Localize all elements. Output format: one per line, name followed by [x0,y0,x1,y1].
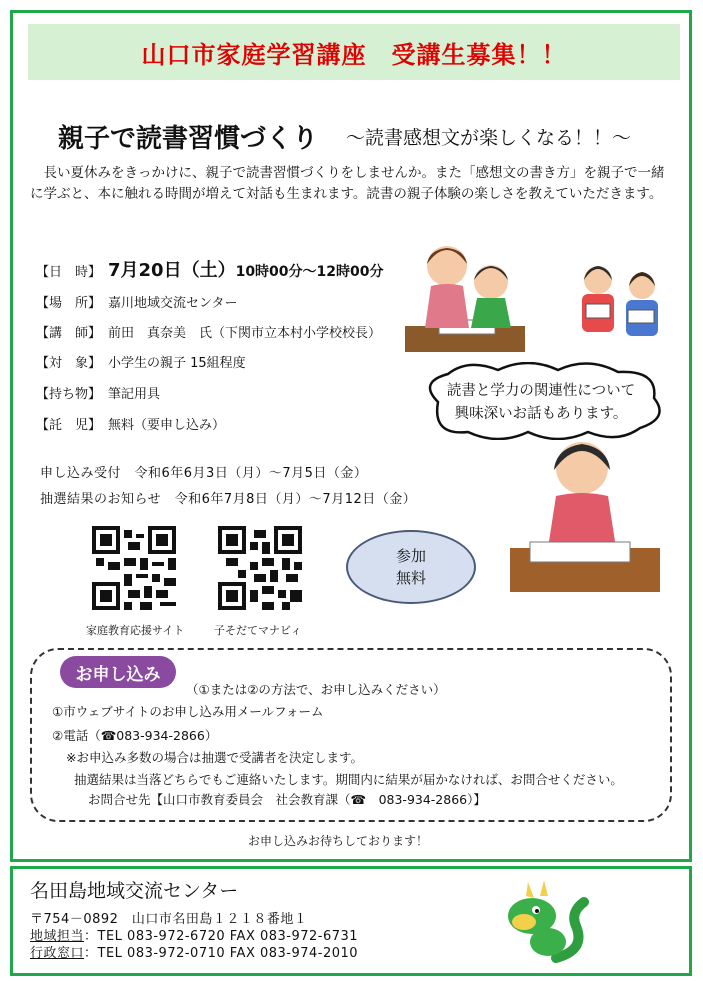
apply-contact: お問合せ先【山口市教育委員会 社会教育課（☎ 083-934-2866）】 [88,792,486,807]
badge-line-2: 無料 [395,569,426,587]
target-value: 小学生の親子 15組程度 [108,356,246,371]
apply-note-lottery: ※お申込み多数の場合は抽選で受講者を決定します。 [66,750,363,765]
date-label: 【日 時】 [36,265,102,280]
info-items [36,383,160,402]
cloud-message [418,380,664,426]
footer-admin-value: ：TEL 083-972-0710 FAX 083-974-2010 [84,946,359,961]
result-period: 抽選結果のお知らせ 令和6年7月8日（月）～7月12日（金） [40,492,417,507]
footer-contact-admin [30,942,358,961]
apply-note-results: 抽選結果は当落どちらでもご連絡いたします。期間内に結果が届かなければ、お問合せください。 [74,772,623,787]
cloud-line-2: 興味深いお話もあります。 [454,406,628,422]
items-value: 筆記用具 [108,387,161,402]
qr-code-home-education[interactable] [92,526,176,610]
footer-address: 〒754－0892 山口市名田島１２１８番地１ [30,912,308,927]
lecturer-title: （下関市立本村小学校校長） [212,326,382,341]
footer-center-name: 名田島地域交流センター [30,880,239,902]
free-admission-badge [346,530,476,604]
qr-code-manabi[interactable] [218,526,302,610]
apply-phone-number[interactable]: 083-934-2866 [116,728,205,743]
apply-method-2 [52,726,217,744]
place-value: 嘉川地域交流センター [108,296,238,311]
girl-writing-illustration [500,430,670,600]
event-subtitle: ～読書感想文が楽しくなる！！～ [346,127,632,149]
banner-title: 山口市家庭学習講座 受講生募集！！ [141,40,567,69]
target-label: 【対 象】 [36,356,102,371]
badge-line-1: 参加 [395,547,426,565]
date-value: 7月20日（土） [108,260,236,281]
apply-pill: お申し込み [60,656,176,688]
method2-suffix: ） [204,728,218,743]
qr-caption-1: 家庭教育応援サイト [86,624,185,637]
event-title: 親子で読書習慣づくり [58,124,319,154]
info-place [36,292,237,311]
info-target [36,352,246,371]
footer-admin-label: 行政窓口 [30,946,85,961]
childcare-value: 無料（要申し込み） [108,418,226,433]
header-banner [28,24,680,80]
time-value: 10時00分～12時00分 [235,264,384,280]
intro-paragraph: 長い夏休みをきっかけに、親子で読書習慣づくりをしませんか。また「感想文の書き方」を親子で一緒に学ぶと、本に触れる時間が増えて対話も生まれます。読書の親子体験の楽しさを教えていただきます。 [30,165,665,202]
method2-prefix: ②電話（☎ [52,728,117,743]
closing-message: お申し込みお待ちしております！ [248,834,429,848]
cloud-line-1: 読書と学力の関連性について [446,383,636,399]
info-childcare [36,414,225,433]
qr-caption-2: 子そだてマナビィ [214,624,302,637]
dragon-mascot [496,876,592,964]
apply-method-1[interactable]: ①市ウェブサイトのお申し込み用メールフォーム [52,704,324,719]
children-reading-illustration [570,260,670,342]
info-lecturer [36,322,381,341]
info-date [36,256,384,282]
lecturer-label: 【講 師】 [36,326,102,341]
apply-period: 申し込み受付 令和6年6月3日（月）～7月5日（金） [40,466,368,481]
apply-method-intro: （①または②の方法で、お申し込みください） [186,682,446,697]
parent-child-illustration [405,236,535,356]
footer-local-value: ：TEL 083-972-6720 FAX 083-972-6731 [84,929,359,944]
lecturer-name: 前田 真奈美 氏 [108,326,213,341]
place-label: 【場 所】 [36,296,102,311]
childcare-label: 【託 児】 [36,418,102,433]
footer-local-label: 地域担当 [30,929,85,944]
items-label: 【持ち物】 [36,387,102,402]
